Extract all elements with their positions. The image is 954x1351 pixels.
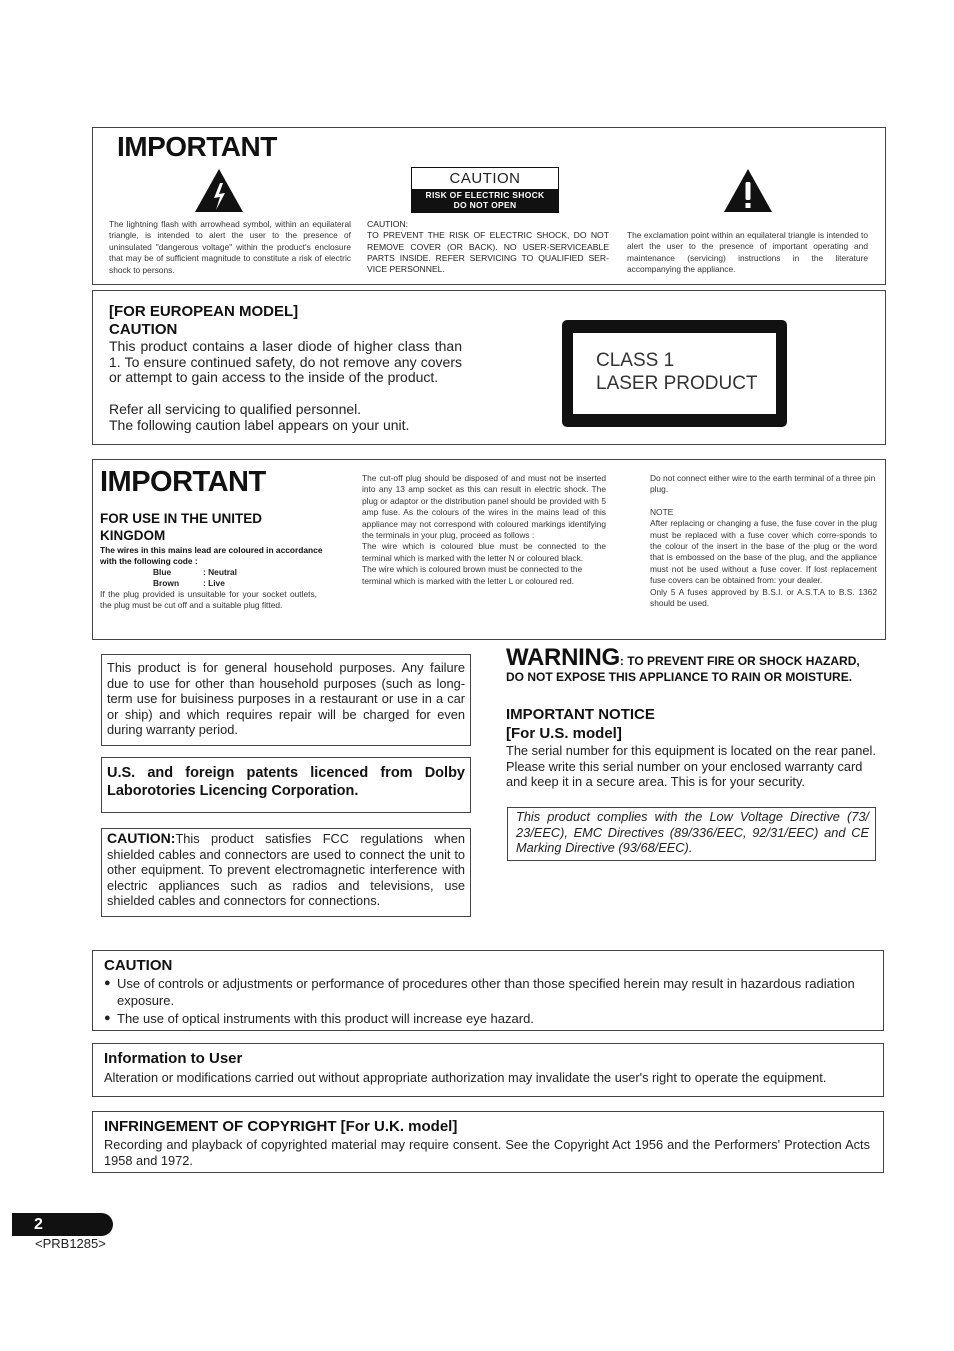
fcc-text xyxy=(107,831,465,909)
uk-wires-intro: The wires in this mains lead are coloured in accordance with the following code : xyxy=(100,545,323,566)
warning-block xyxy=(506,644,878,685)
uk-cutoff-plug-text: The cut-off plug should be disposed of and must not be inserted into any 13 amp socket as this can result in electric shock. The plug or adaptor or the distribution panel should be provided with 5 amp fuse. As the colours of the wires in the mains lead of this appliance may not correspond with coloured markings identifying the terminals in your plug, proceed as follows : xyxy=(362,473,606,541)
uk-column2 xyxy=(362,473,606,587)
european-laser-text: This product contains a laser diode of higher class than 1. To ensure continued safety, do not remove any covers or attempt to gain access to the inside of the product. xyxy=(109,338,462,386)
caution-shock-label xyxy=(411,167,559,213)
european-caution-heading: CAUTION xyxy=(109,321,178,338)
patents-text: U.S. and foreign patents licenced from Dolby Laborotories Licencing Corporation. xyxy=(107,765,465,799)
bullet-icon: ● xyxy=(104,977,111,989)
uk-fuse-approval-text: Only 5 A fuses approved by B.S.I. or A.S.T.A to B.S. 1362 should be used. xyxy=(650,586,877,609)
caution-shock-text xyxy=(367,219,609,275)
copyright-heading: INFRINGEMENT OF COPYRIGHT [For U.K. model] xyxy=(104,1118,458,1135)
uk-blue-value: : Neutral xyxy=(203,567,237,577)
info-user-text: Alteration or modifications carried out without appropriate authorization may invalidate the user's right to operate the equipment. xyxy=(104,1070,827,1085)
uk-blue-wire-text: The wire which is coloured blue must be connected to the terminal which is marked with the letter N or coloured black. xyxy=(362,541,606,563)
laser-label-line1: CLASS 1 xyxy=(596,350,675,371)
caution-shock-head: CAUTION: xyxy=(367,219,409,229)
uk-column3 xyxy=(650,473,877,609)
caution-shock-body: TO PREVENT THE RISK OF ELECTRIC SHOCK, DO NOT REMOVE COVER (OR BACK). NO USER-SERVICEABLE PARTS INSIDE. REFER SERVICING TO QUALIFIED SER-VICE PERSONNEL. xyxy=(367,230,609,275)
fcc-caution-text: This product satisfies FCC regulations when shielded cables and connectors are used to connect the unit to other equipment. To prevent electromagnetic interference with electric appliances such as radios and televisions, use shielded cables and connectors for connections. xyxy=(107,831,465,909)
uk-blue-label: Blue xyxy=(153,567,172,577)
important-notice-heading: IMPORTANT NOTICE xyxy=(506,706,655,723)
laser-caution-bullet1-text: Use of controls or adjustments or performance of procedures other than those specified herein may result in hazardous radiation exposure. xyxy=(117,976,855,1008)
directive-text: This product complies with the Low Voltage Directive (73/ 23/EEC), EMC Directives (89/336/EEC, 92/31/EEC) and CE Marking Directive (93/68/EEC). xyxy=(516,809,869,856)
page-number: 2 xyxy=(34,1216,43,1233)
uk-brown-label: Brown xyxy=(153,578,180,588)
caution-label-title: CAUTION xyxy=(449,170,521,187)
bullet-icon: ● xyxy=(104,1012,111,1024)
caution-label-line2: DO NOT OPEN xyxy=(453,200,517,210)
lightning-symbol-text: The lightning flash with arrowhead symbol, within an equilateral triangle, is intended to alert the user to the presence of uninsulated "dangerous voltage" within the product's enclosure that may be of sufficient magnitude to constitute a risk of electric shock to persons. xyxy=(109,219,351,275)
page-number-tab xyxy=(12,1213,113,1236)
important-notice-subheading: [For U.S. model] xyxy=(506,725,622,742)
uk-heading: FOR USE IN THE UNITED KINGDOM xyxy=(100,511,263,543)
uk-earth-terminal-text: Do not connect either wire to the earth terminal of a three pin plug. xyxy=(650,473,876,495)
laser-caution-bullet2 xyxy=(104,1010,869,1027)
fcc-caution-heading: CAUTION: xyxy=(107,830,176,846)
info-user-heading: Information to User xyxy=(104,1050,243,1067)
warning-text: : TO PREVENT FIRE OR SHOCK HAZARD, DO NOT EXPOSE THIS APPLIANCE TO RAIN OR MOISTURE. xyxy=(506,654,860,684)
laser-caution-heading: CAUTION xyxy=(104,957,173,974)
exclamation-warning-icon xyxy=(722,167,774,214)
lightning-warning-icon xyxy=(193,167,245,214)
laser-caution-bullet1 xyxy=(104,975,869,1009)
class1-laser-label xyxy=(562,320,787,427)
uk-fuse-cover-text: After replacing or changing a fuse, the fuse cover in the plug must be replaced with a fuse cover which corre-sponds to the colour of the insert in the base of the plug or the word that is embossed on the base of the plug, and the appliance must not be used without a fuse cover. If lost replacement fuse covers can be obtained from: your dealer. xyxy=(650,518,877,586)
uk-brown-value: : Live xyxy=(203,578,225,588)
exclamation-symbol-text: The exclamation point within an equilateral triangle is intended to alert the user to the presence of important operating and maintenance (servicing) instructions in the literature accompanying the appliance. xyxy=(627,230,868,275)
caution-label-line1: RISK OF ELECTRIC SHOCK xyxy=(425,190,545,200)
laser-caution-bullet2-text: The use of optical instruments with this product will increase eye hazard. xyxy=(117,1011,534,1026)
european-heading: [FOR EUROPEAN MODEL] xyxy=(109,303,299,320)
household-text: This product is for general household purposes. Any failure due to use for other than household purposes (such as long-term use for buisiness purposes in a restaurant or use in a car or ship) and which requires repair will be charged for even during warranty period. xyxy=(107,660,465,738)
document-code: <PRB1285> xyxy=(35,1236,106,1251)
copyright-text: Recording and playback of copyrighted material may require consent. See the Copyright Act 1956 and the Performers' Protection Acts 1958 and 1972. xyxy=(104,1137,870,1168)
uk-important-title: IMPORTANT xyxy=(100,466,266,498)
caution-label-warning xyxy=(412,189,558,212)
uk-plug-text: If the plug provided is unsuitable for your socket outlets, the plug must be cut off and a suitable plug fitted. xyxy=(100,589,317,611)
uk-note-heading: NOTE xyxy=(650,506,674,517)
uk-brown-wire-text: The wire which is coloured brown must be connected to the terminal which is marked with the letter L or coloured red. xyxy=(362,564,583,586)
warning-heading: WARNING xyxy=(506,644,620,671)
european-servicing-text: Refer all servicing to qualified personnel. xyxy=(109,401,362,417)
important-title: IMPORTANT xyxy=(117,131,277,162)
important-notice-text: The serial number for this equipment is located on the rear panel. Please write this serial number on your enclosed warranty card and keep it in a secure area. This is for your security. xyxy=(506,743,876,790)
european-label-text: The following caution label appears on your unit. xyxy=(109,417,410,433)
laser-label-line2: LASER PRODUCT xyxy=(596,373,758,394)
